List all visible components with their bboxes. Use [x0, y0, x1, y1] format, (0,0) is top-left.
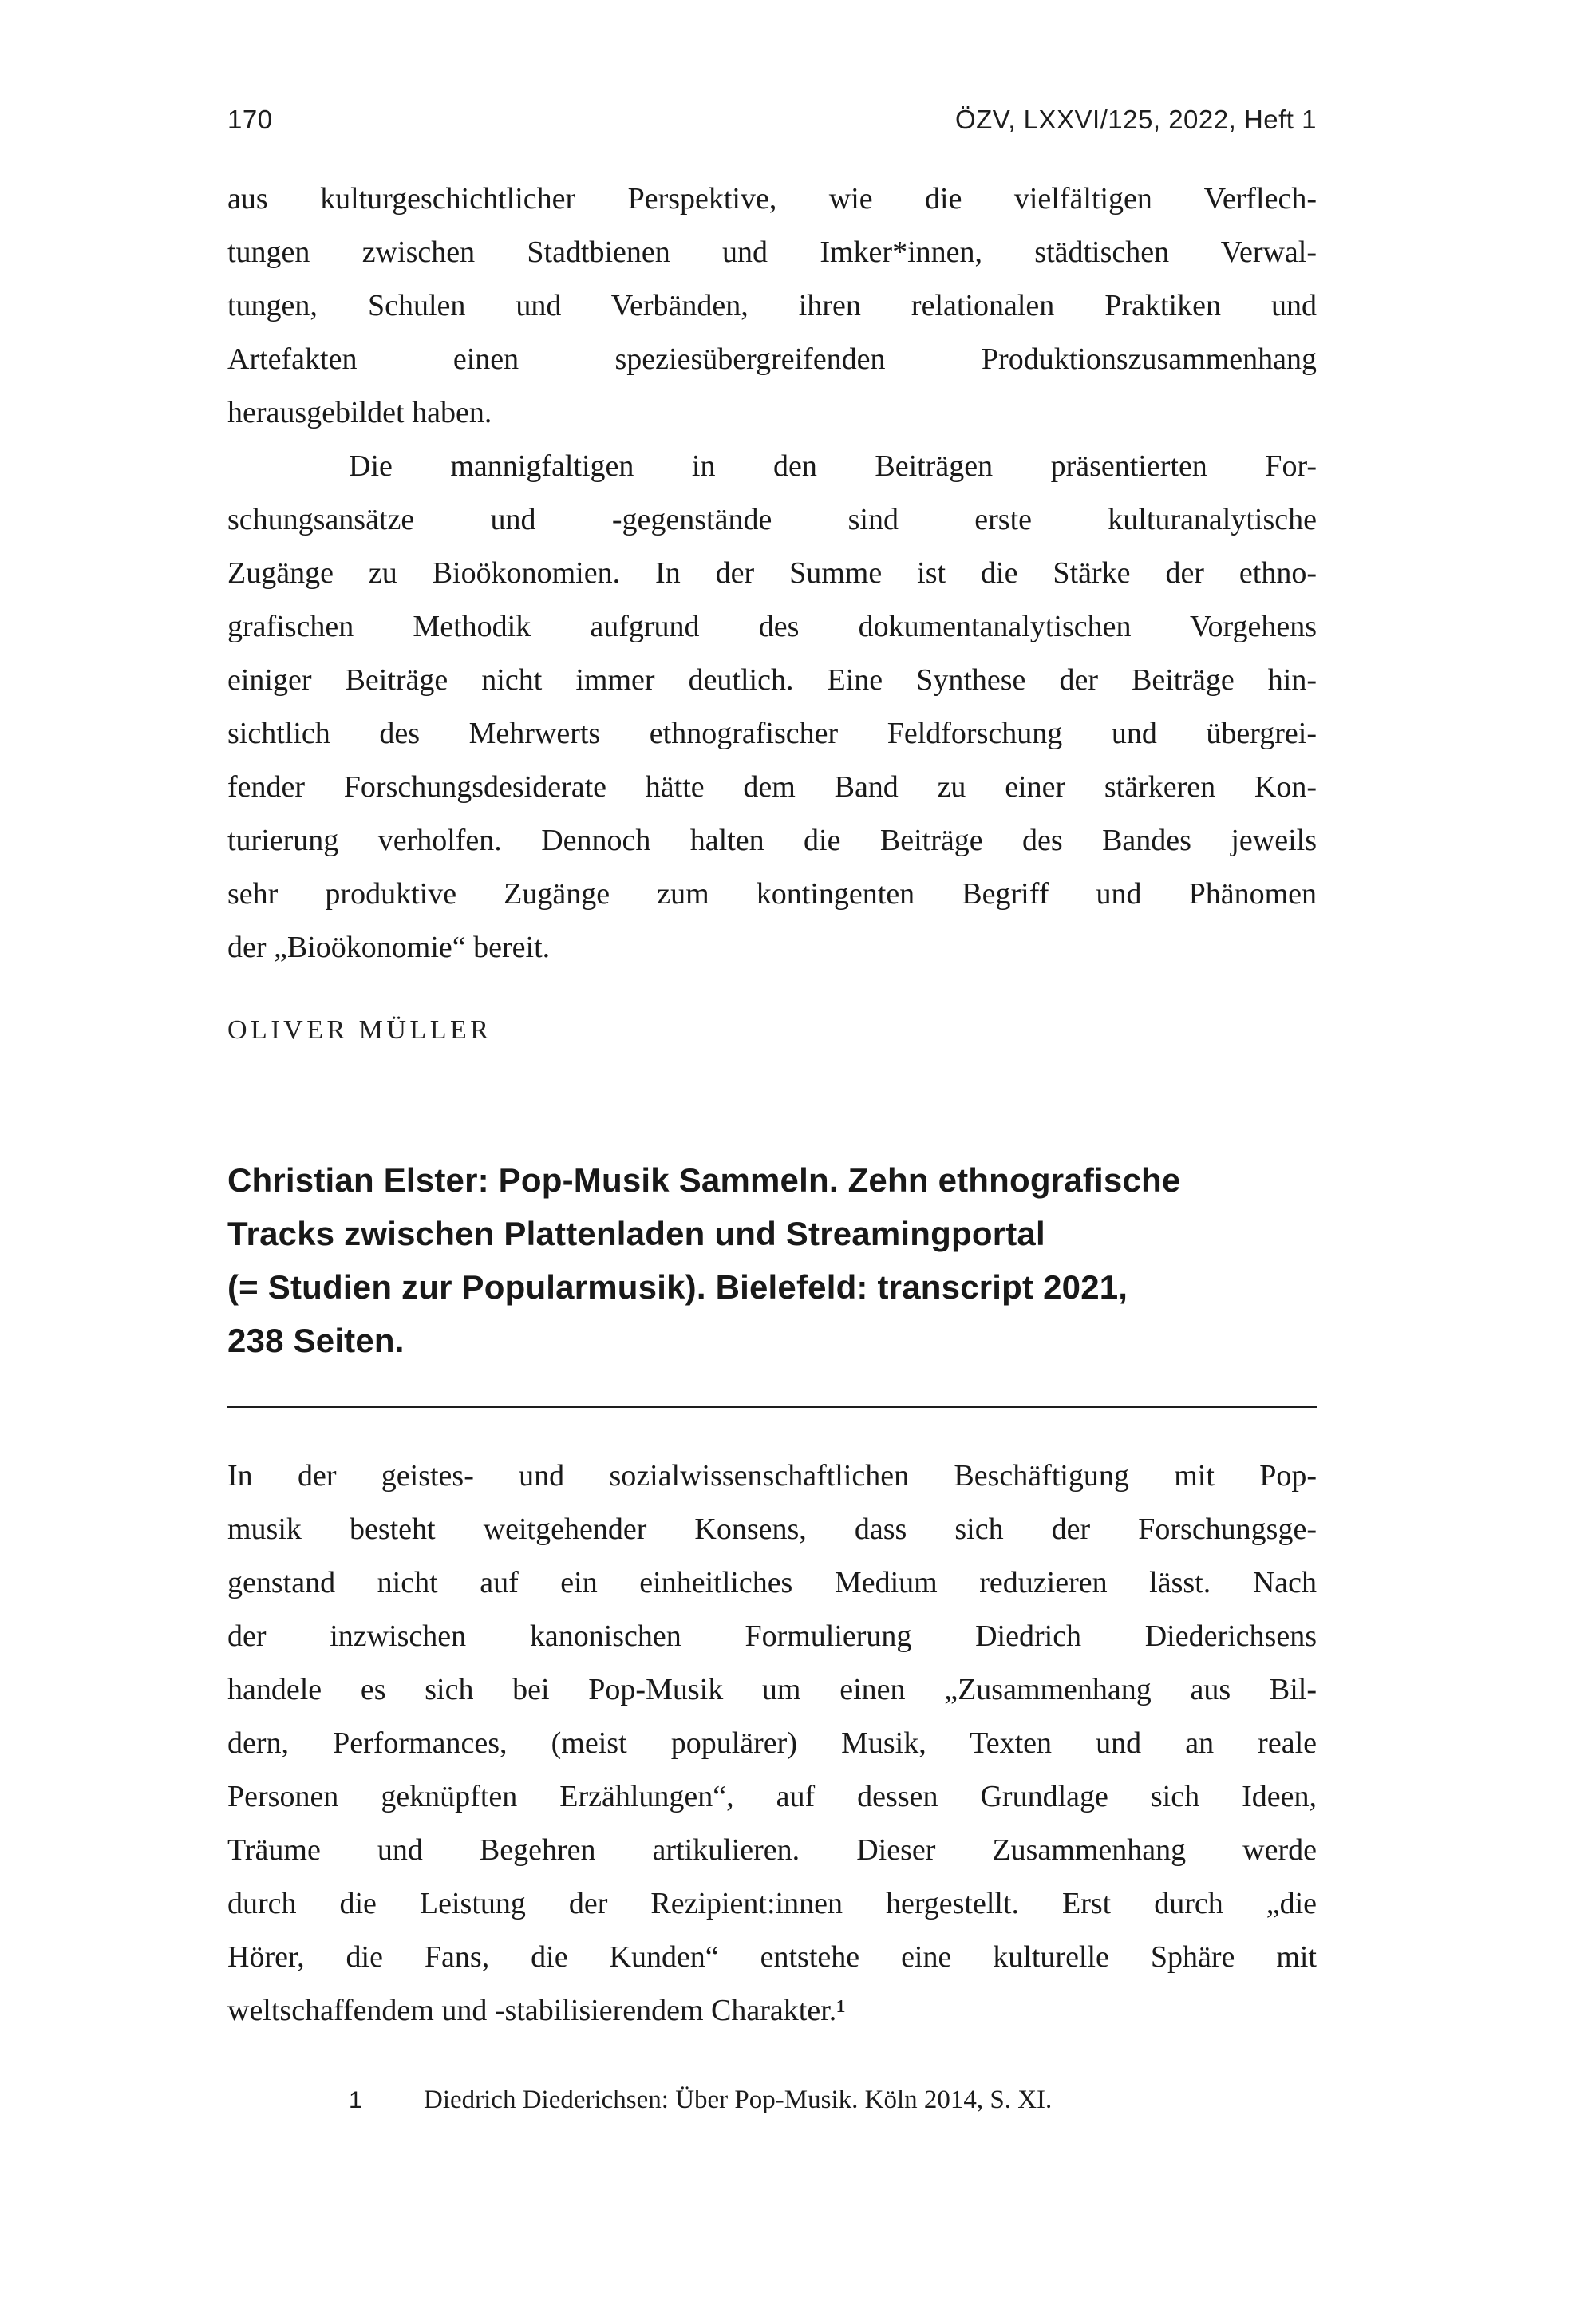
text-line: sichtlich des Mehrwerts ethnografischer Feldforschung und übergrei-	[227, 717, 1317, 750]
page-number: 170	[227, 105, 273, 134]
text-line: aus kulturgeschichtlicher Perspektive, wie die vielfältigen Verflech-	[227, 182, 1317, 215]
review-body-paragraphs	[227, 1449, 1317, 2038]
book-review-heading	[227, 1153, 1317, 1367]
text-line: dern, Performances, (meist populärer) Musik, Texten und an reale	[227, 1726, 1317, 1760]
text-line: Hörer, die Fans, die Kunden“ entstehe eine kulturelle Sphäre mit	[227, 1940, 1317, 1974]
journal-issue-info: ÖZV, LXXVI/125, 2022, Heft 1	[954, 105, 1317, 134]
previous-review-end	[227, 172, 1317, 1048]
text-line: einiger Beiträge nicht immer deutlich. Eine Synthese der Beiträge hin-	[227, 663, 1317, 697]
paragraph	[227, 1449, 1317, 2038]
page-header	[227, 104, 1317, 136]
text-line: grafischen Methodik aufgrund des dokumentanalytischen Vorgehens	[227, 610, 1317, 643]
heading-line: Tracks zwischen Plattenladen und Streamingportal	[227, 1215, 1045, 1252]
heading-line: Christian Elster: Pop-Musik Sammeln. Zehn ethnografische	[227, 1161, 1181, 1199]
text-line: handele es sich bei Pop-Musik um einen „Zusammenhang aus Bil-	[227, 1673, 1317, 1706]
text-line: Träume und Begehren artikulieren. Dieser Zusammenhang werde	[227, 1833, 1317, 1867]
text-line: genstand nicht auf ein einheitliches Medium reduzieren lässt. Nach	[227, 1566, 1317, 1599]
text-line: herausgebildet haben.	[227, 396, 492, 429]
text-line: Artefakten einen speziesübergreifenden Produktionszusammenhang	[227, 342, 1317, 376]
footnote	[227, 2082, 1317, 2118]
text-line: In der geistes- und sozialwissenschaftlichen Beschäftigung mit Pop-	[227, 1459, 1317, 1493]
heading-line: (= Studien zur Popularmusik). Bielefeld: transcript 2021,	[227, 1268, 1128, 1306]
text-line: turierung verholfen. Dennoch halten die Beiträge des Bandes jeweils	[227, 824, 1317, 857]
text-line: fender Forschungsdesiderate hätte dem Band zu einer stärkeren Kon-	[227, 770, 1317, 804]
review-body	[227, 1449, 1317, 2038]
paragraph	[227, 172, 1317, 440]
previous-review-paragraphs	[227, 172, 1317, 975]
text-line: der inzwischen kanonischen Formulierung Diedrich Diederichsens	[227, 1619, 1317, 1653]
text-line: musik besteht weitgehender Konsens, dass sich der Forschungsge-	[227, 1512, 1317, 1546]
text-line: weltschaffendem und -stabilisierendem Charakter.¹	[227, 1994, 846, 2027]
section-divider-rule	[227, 1406, 1317, 1408]
text-line: sehr produktive Zugänge zum kontingenten Begriff und Phänomen	[227, 877, 1317, 911]
text-line: Personen geknüpften Erzählungen“, auf dessen Grundlage sich Ideen,	[227, 1780, 1317, 1813]
text-line: tungen zwischen Stadtbienen und Imker*innen, städtischen Verwal-	[227, 235, 1317, 269]
footnote-text: Diedrich Diederichsen: Über Pop-Musik. Köln 2014, S. XI.	[424, 2086, 1053, 2114]
text-line: der „Bioökonomie“ bereit.	[227, 931, 551, 964]
text-line: schungsansätze und -gegenstände sind erste kulturanalytische	[227, 503, 1317, 536]
text-line: Die mannigfaltigen in den Beiträgen präsentierten For-	[349, 449, 1317, 483]
text-line: durch die Leistung der Rezipient:innen hergestellt. Erst durch „die	[227, 1887, 1317, 1920]
text-line: Zugänge zu Bioökonomien. In der Summe ist die Stärke der ethno-	[227, 556, 1317, 590]
text-line: tungen, Schulen und Verbänden, ihren relationalen Praktiken und	[227, 289, 1317, 322]
footnote-marker: 1	[349, 2087, 362, 2113]
book-review-heading-lines	[227, 1153, 1317, 1367]
review-author: OLIVER MÜLLER	[227, 1015, 492, 1045]
heading-line: 238 Seiten.	[227, 1322, 405, 1359]
paragraph	[227, 440, 1317, 975]
